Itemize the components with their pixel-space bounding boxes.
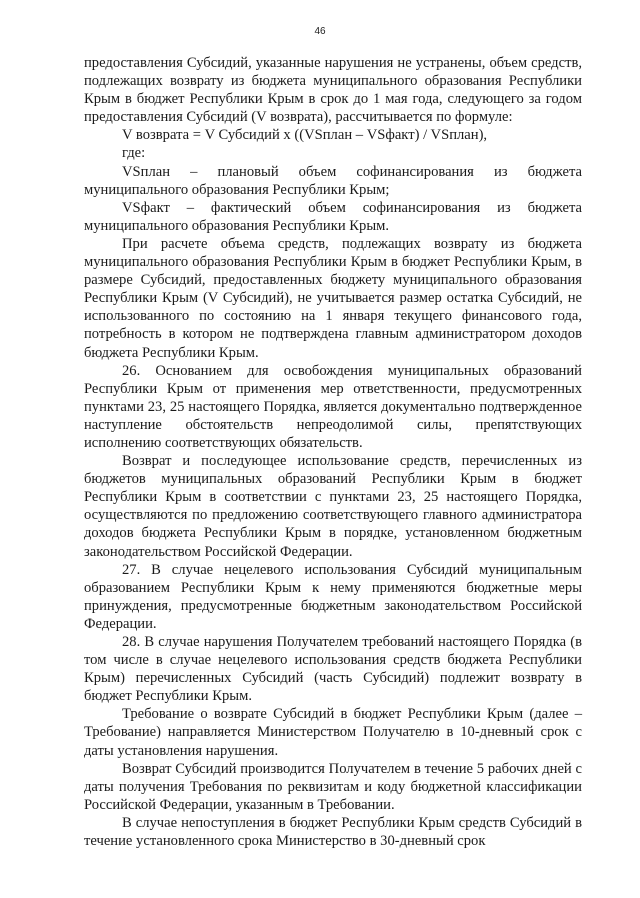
definition-vs-plan: VSплан – плановый объем софинансирования из бюджета муниципального образования Республики Крым; — [84, 163, 582, 198]
formula-where: где: — [122, 145, 146, 162]
paragraph: Возврат и последующее использование средств, перечисленных из бюджетов муниципальных образований Республики Крым в бюджет Республики Крым в соответствии с пунктами 23, 25 настоящего Порядка, осуществляются по предложению соответствующего главного администратора доходов бюджета Республики Крым в порядке, установленном бюджетным законодательством Российской Федерации. — [84, 453, 582, 560]
paragraph: Требование о возврате Субсидий в бюджет Республики Крым (далее – Требование) направляется Министерством Получателю в 10-дневный срок с даты установления нарушения. — [84, 706, 582, 759]
paragraph: предоставления Субсидий, указанные нарушения не устранены, объем средств, подлежащих возврату из бюджета муниципального образования Республики Крым в бюджет Республики Крым в срок до 1 мая года, следующего за годом предоставления Субсидий (V возврата), рассчитывается по формуле: — [84, 55, 582, 126]
document-body — [84, 54, 582, 850]
clause-27: 27. В случае нецелевого использования Субсидий муниципальным образованием Республики Крым к нему применяются бюджетные меры принуждения, предусмотренные бюджетным законодательством Российской Федерации. — [84, 561, 582, 632]
clause-28: 28. В случае нарушения Получателем требований настоящего Порядка (в том числе в случае нецелевого использования средств бюджета Республики Крым) перечисленных Субсидий (часть Субсидий) подлежит возврату в бюджет Республики Крым. — [84, 634, 582, 705]
page-number: 46 — [314, 26, 326, 37]
formula: V возврата = V Субсидий x ((VSплан – VSфакт) / VSплан), — [122, 127, 488, 144]
paragraph: При расчете объема средств, подлежащих возврату из бюджета муниципального образования Республики Крым в бюджет Республики Крым, в размере Субсидий, предоставленных бюджету муниципального образования Республики Крым (V Субсидий), не учитывается размер остатка Субсидий, не использованного по состоянию на 1 января текущего финансового года, потребность в котором не подтверждена главным администратором доходов бюджета Республики Крым. — [84, 235, 582, 361]
paragraph: В случае непоступления в бюджет Республики Крым средств Субсидий в течение установленного срока Министерство в 30-дневный срок — [84, 814, 582, 850]
paragraph: Возврат Субсидий производится Получателем в течение 5 рабочих дней с даты получения Требования по реквизитам и коду бюджетной классификации Российской Федерации, указанным в Требовании. — [84, 760, 582, 813]
clause-26: 26. Основанием для освобождения муниципальных образований Республики Крым от применения мер ответственности, предусмотренных пунктами 23, 25 настоящего Порядка, является документально подтвержденное наступление обстоятельств непреодолимой силы, препятствующих исполнению соответствующих обязательств. — [84, 362, 582, 451]
definition-vs-fact: VSфакт – фактический объем софинансирования из бюджета муниципального образования Республики Крым. — [84, 199, 582, 234]
